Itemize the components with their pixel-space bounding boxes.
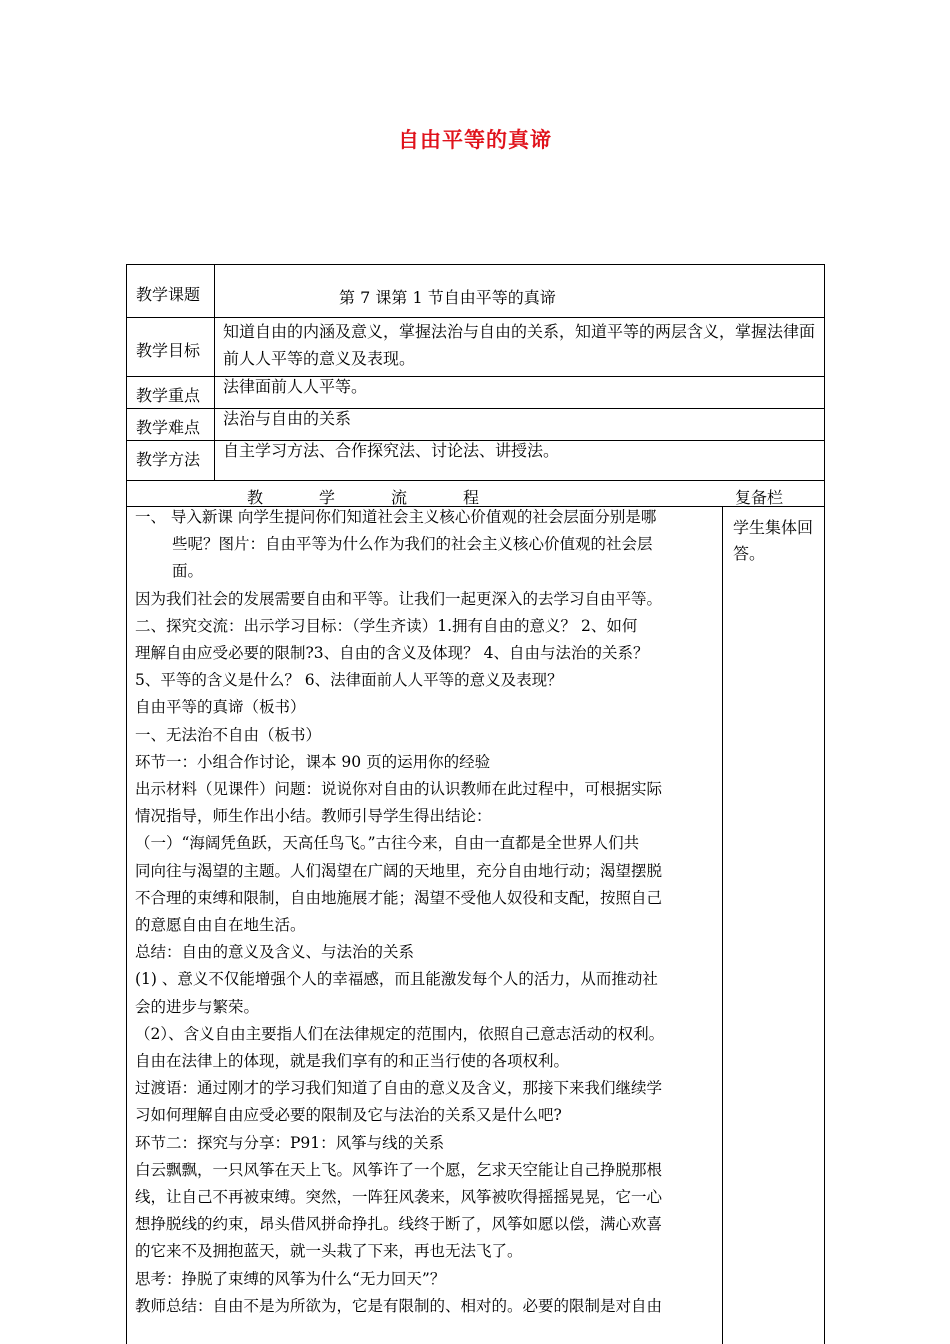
content-line: 习如何理解自由应受必要的限制及它与法治的关系又是什么吧? [135, 1106, 562, 1125]
content-line: 因为我们社会的发展需要自由和平等。让我们一起更深入的去学习自由平等。 [135, 589, 663, 608]
content-line: 过渡语：通过刚才的学习我们知道了自由的意义及含义，那接下来我们继续学 [135, 1079, 663, 1098]
content-line: 些呢？图片：自由平等为什么作为我们的社会主义核心价值观的社会层 [172, 535, 653, 554]
flow-header-char: 教 [247, 488, 264, 507]
content-line: （2）、含义自由主要指人们在法律规定的范围内，依照自己意志活动的权利。 [135, 1024, 665, 1043]
flow-header-char: 程 [463, 488, 480, 507]
content-line: 的它来不及拥抱蓝天，就一头栽了下来，再也无法飞了。 [135, 1242, 523, 1261]
row-label: 教学重点 [127, 377, 215, 408]
row-value: 法治与自由的关系 [223, 409, 352, 428]
content-line: 白云飘飘，一只风筝在天上飞。风筝许了一个愿，乞求天空能让自己挣脱那根 [135, 1160, 663, 1179]
content-line: 情况指导，师生作出小结。教师引导学生得出结论： [135, 807, 492, 826]
row-topic [127, 265, 824, 318]
row-label: 教学目标 [127, 318, 215, 376]
teaching-flow-content [135, 504, 719, 1320]
lesson-plan-table [126, 264, 825, 1344]
document-title: 自由平等的真谛 [398, 128, 552, 152]
row-value: 知道自由的内涵及意义，掌握法治与自由的关系，知道平等的两层含义，掌握法律面前人人平等的意义及表现。 [223, 322, 816, 368]
content-line: 想挣脱线的约束，昂头借风拼命挣扎。线终于断了，风筝如愿以偿，满心欢喜 [135, 1215, 663, 1234]
notes-text: 学生集体回答。 [733, 518, 814, 563]
content-line: 二、探究交流：出示学习目标：（学生齐读）1.拥有自由的意义？ 2、如何 [135, 616, 638, 635]
content-line: (1) 、意义不仅能增强个人的幸福感，而且能激发每个人的活力，从而推动社 [135, 970, 658, 989]
flow-header-char: 学 [319, 488, 336, 507]
row-label: 教学难点 [127, 409, 215, 440]
content-line: 会的进步与繁荣。 [135, 997, 260, 1016]
content-line: 出示材料（见课件）问题：说说你对自由的认识教师在此过程中，可根据实际 [135, 780, 663, 799]
content-line: 教师总结：自由不是为所欲为，它是有限制的、相对的。必要的限制是对自由 [135, 1296, 663, 1315]
content-line: 总结：自由的意义及含义、与法治的关系 [135, 943, 415, 962]
content-line: 不合理的束缚和限制，自由地施展才能；渴望不受他人奴役和支配，按照自己 [135, 888, 663, 907]
content-line: 思考：挣脱了束缚的风筝为什么“无力回天”？ [135, 1269, 446, 1288]
flow-header-char: 流 [391, 488, 408, 507]
notes-header: 复备栏 [735, 488, 784, 507]
row-label: 教学课题 [127, 265, 215, 317]
content-line: （一）“海阔凭鱼跃，天高任鸟飞。”古往今来，自由一直都是全世界人们共 [135, 834, 640, 853]
content-line: 的意愿自由自在地生活。 [135, 916, 306, 935]
content-line: 理解自由应受必要的限制?3、自由的含义及体现？ 4、自由与法治的关系？ [135, 644, 649, 663]
row-difficulty [127, 409, 824, 441]
content-line: 一、 导入新课 向学生提问你们知道社会主义核心价值观的社会层面分别是哪 [135, 508, 657, 526]
row-label: 教学方法 [127, 441, 215, 480]
row-method [127, 441, 824, 481]
column-divider [722, 507, 723, 1344]
row-key-point [127, 377, 824, 409]
content-line: 面。 [172, 562, 204, 581]
content-line: 线，让自己不再被束缚。突然，一阵狂风袭来，风筝被吹得摇摇晃晃，它一心 [135, 1188, 663, 1207]
row-value: 第 7 课第 1 节自由平等的真谛 [339, 288, 556, 307]
content-line: 自由在法律上的体现，就是我们享有的和正当行使的各项权利。 [135, 1052, 570, 1071]
content-line: 5、平等的含义是什么？ 6、法律面前人人平等的意义及表现？ [135, 671, 563, 690]
row-value: 法律面前人人平等。 [223, 377, 368, 396]
row-objectives [127, 318, 824, 377]
content-line: 自由平等的真谛（板书） [135, 698, 306, 717]
content-line: 环节二：探究与分享：P91：风筝与线的关系 [135, 1133, 445, 1152]
row-value: 自主学习方法、合作探究法、讨论法、讲授法。 [223, 441, 560, 460]
content-line: 环节一：小组合作讨论，课本 90 页的运用你的经验 [135, 752, 491, 771]
content-line: 同向往与渴望的主题。人们渴望在广阔的天地里，充分自由地行动；渴望摆脱 [135, 861, 663, 880]
content-line: 一、无法治不自由（板书） [135, 725, 322, 744]
